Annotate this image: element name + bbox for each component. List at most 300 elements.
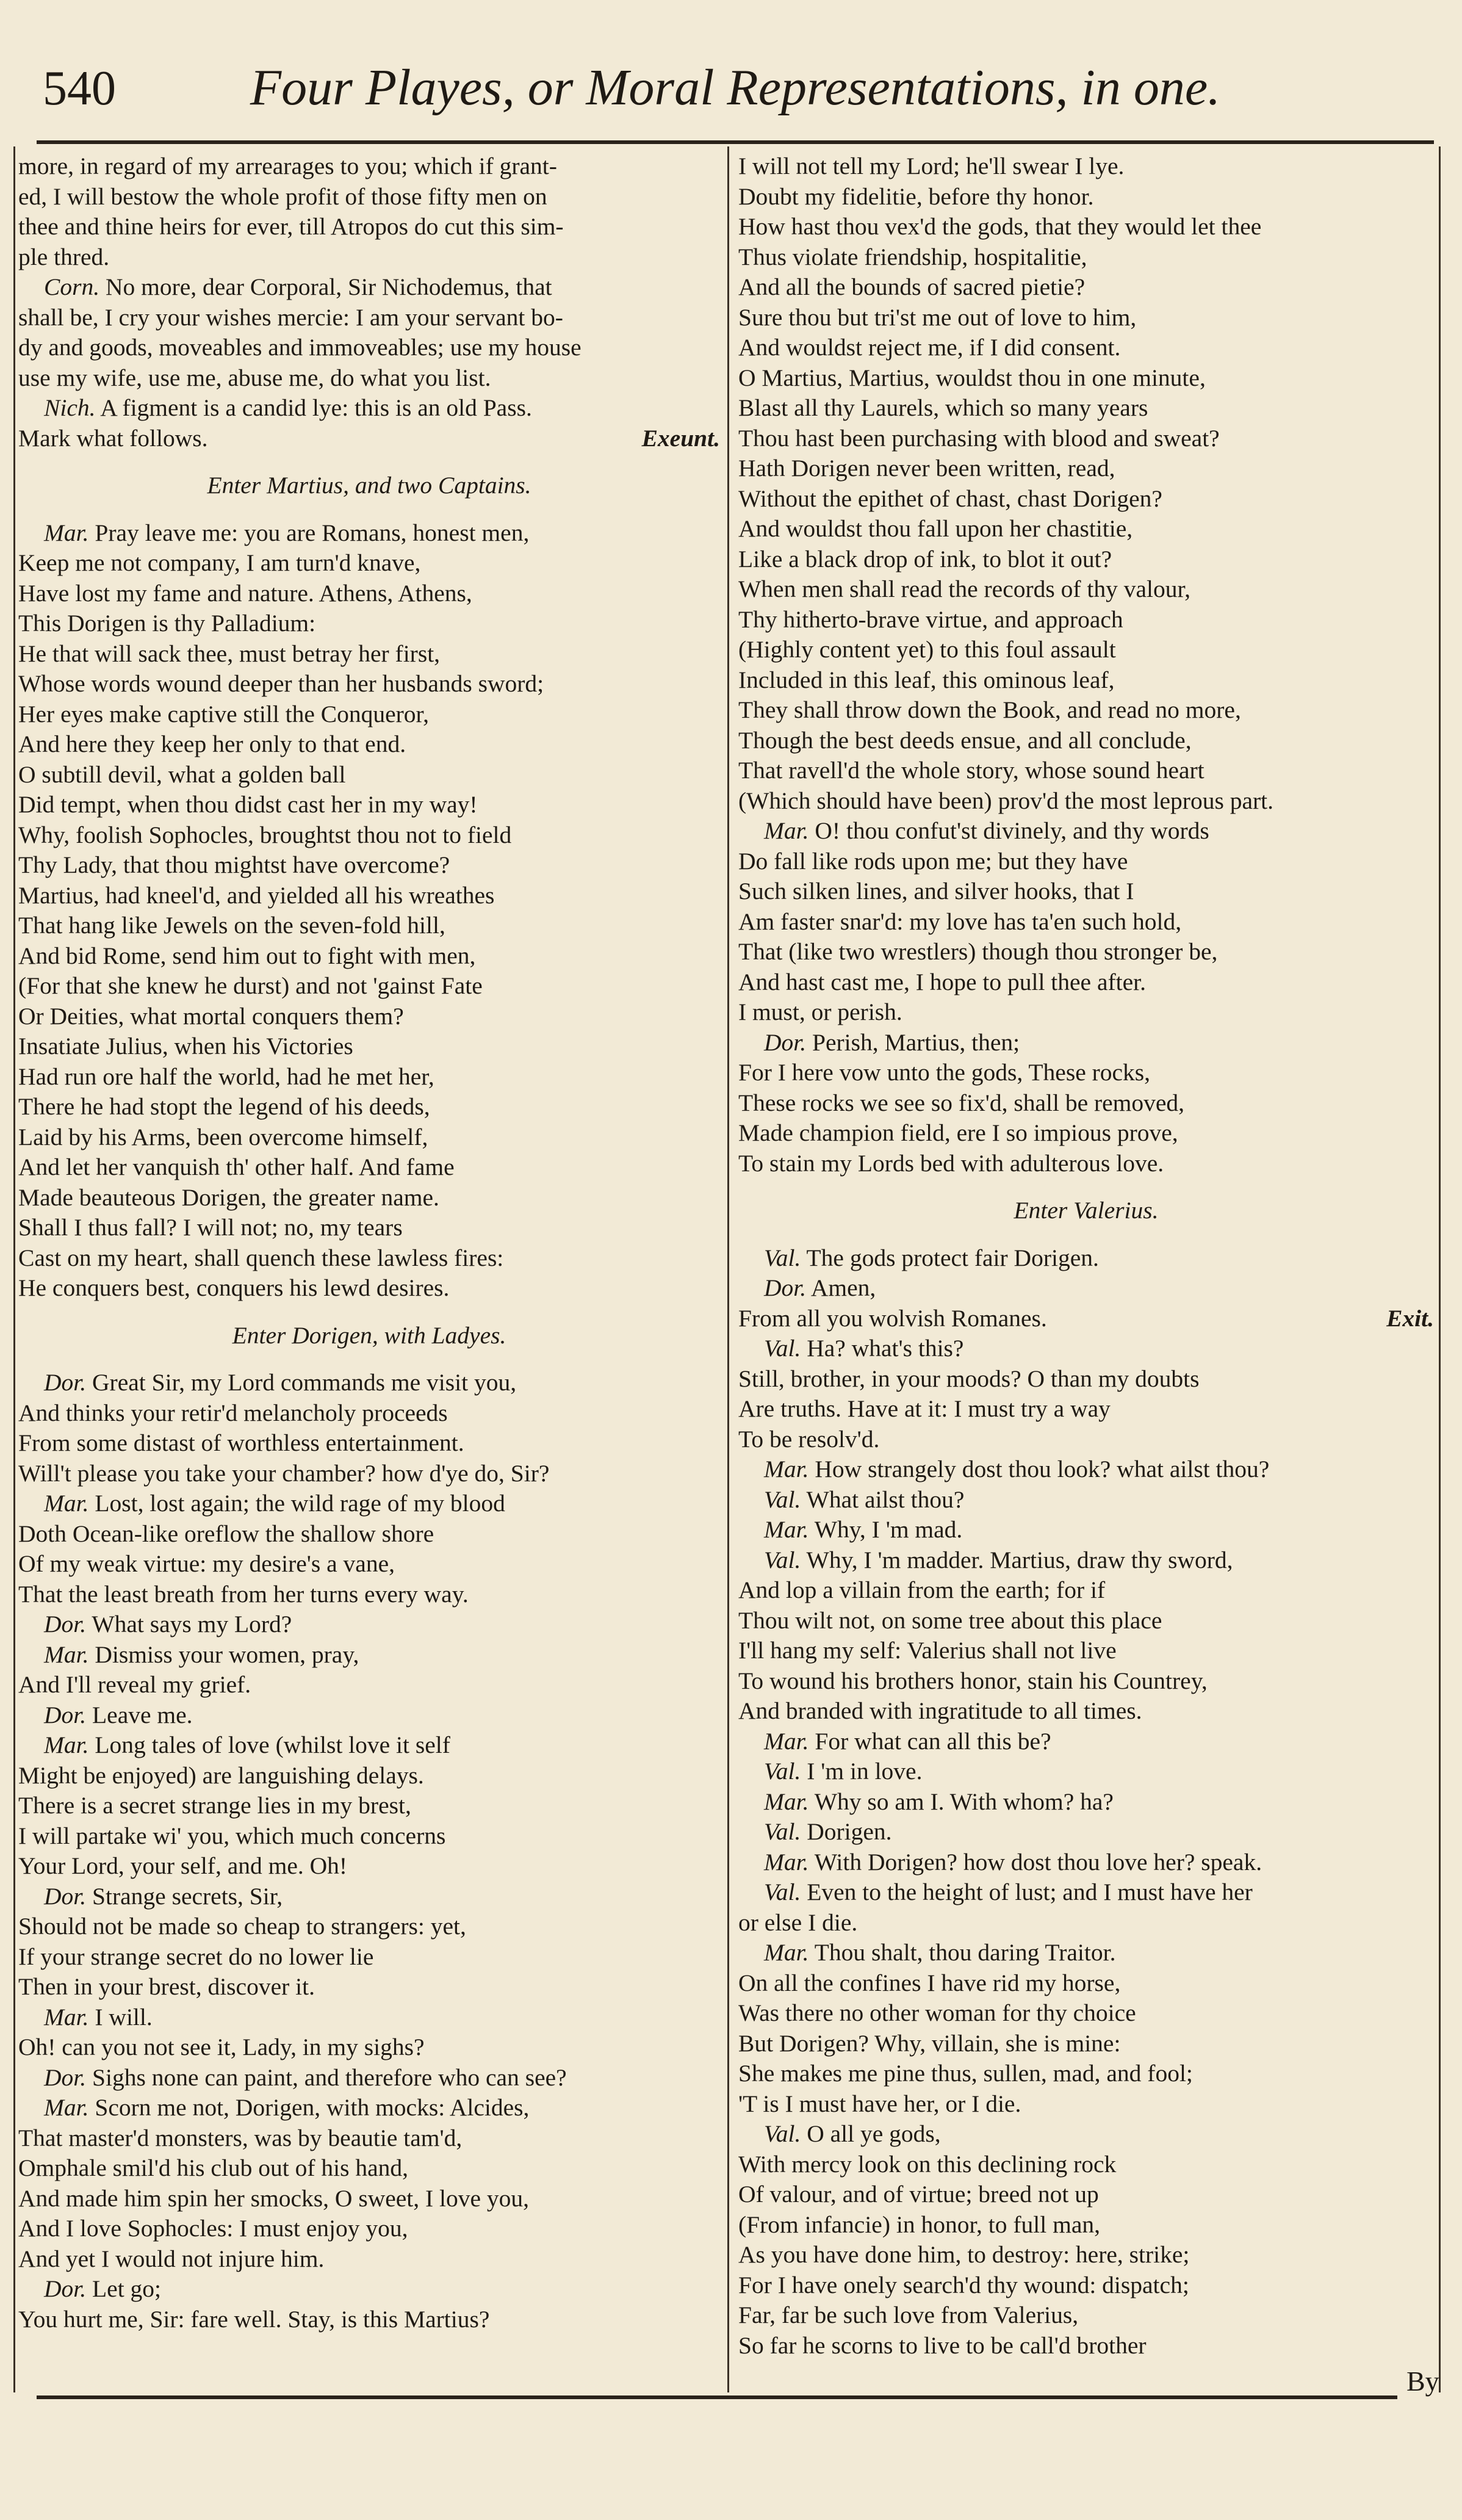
text-line: [18, 242, 720, 273]
text-line: [738, 1606, 1434, 1636]
speaker-tag: Val.: [764, 1818, 801, 1845]
line-text: Mark what follows.: [18, 424, 208, 452]
line-text: But Dorigen? Why, villain, she is mine:: [738, 2029, 1121, 2057]
text-line: [18, 1213, 720, 1243]
line-text: With Dorigen? how dost thou love her? speak.: [814, 1848, 1262, 1876]
speaker-tag: Mar.: [44, 2003, 89, 2031]
text-line: [18, 1459, 720, 1489]
text-line: [18, 579, 720, 609]
text-line: [738, 1666, 1434, 1697]
text-line: [738, 1696, 1434, 1727]
line-text: And wouldst thou fall upon her chastitie,: [738, 515, 1133, 542]
exit-direction: Exit.: [1386, 1304, 1434, 1332]
line-text: Strange secrets, Sir,: [92, 1882, 283, 1910]
line-text: Was there no other woman for thy choice: [738, 1999, 1136, 2026]
line-text: Long tales of love (whilst love it self: [95, 1731, 450, 1758]
line-text: For I have onely search'd thy wound: dispatch;: [738, 2271, 1189, 2298]
line-text: How hast thou vex'd the gods, that they would let thee: [738, 213, 1262, 240]
text-line: [738, 876, 1434, 907]
line-text: And let her vanquish th' other half. And fame: [18, 1153, 455, 1180]
line-text: The gods protect fair Dorigen.: [806, 1244, 1099, 1271]
text-line: [18, 2123, 720, 2154]
line-text: (Which should have been) prov'd the most leprous part.: [738, 787, 1273, 814]
line-text: If your strange secret do no lower lie: [18, 1943, 374, 1970]
line-text: And bid Rome, send him out to fight with men,: [18, 942, 476, 969]
line-text: ed, I will bestow the whole profit of those fifty men on: [18, 182, 547, 210]
speaker-tag: Mar.: [764, 1788, 809, 1815]
header-rule: [37, 140, 1434, 144]
line-text: This Dorigen is thy Palladium:: [18, 610, 316, 637]
text-line: [18, 1640, 720, 1670]
text-line: [738, 2270, 1434, 2301]
text-line: [738, 2089, 1434, 2120]
line-text: shall be, I cry your wishes mercie: I am your servant bo-: [18, 303, 563, 331]
text-line: [738, 756, 1434, 786]
line-text: That the least breath from her turns every way.: [18, 1580, 469, 1608]
line-text: What ailst thou?: [806, 1486, 965, 1513]
text-line: [18, 971, 720, 1002]
speaker-tag: Mar.: [44, 1731, 89, 1758]
line-text: And I'll reveal my grief.: [18, 1671, 251, 1698]
speaker-tag: Dor.: [764, 1028, 807, 1056]
text-line: [18, 1062, 720, 1092]
line-text: As you have done him, to destroy: here, strike;: [738, 2241, 1190, 2268]
line-text: Without the epithet of chast, chast Dorigen?: [738, 485, 1162, 512]
text-line: [738, 2059, 1434, 2089]
text-line: [738, 303, 1434, 333]
text-line: [738, 242, 1434, 273]
text-line: [738, 2150, 1434, 2180]
line-text: Oh! can you not see it, Lady, in my sighs?: [18, 2034, 425, 2060]
line-text: dy and goods, moveables and immoveables; use my house: [18, 334, 582, 361]
text-line: [738, 363, 1434, 394]
line-text: Of valour, and of virtue; breed not up: [738, 2181, 1099, 2208]
line-text: Thy hitherto-brave virtue, and approach: [738, 605, 1123, 633]
line-text: Had run ore half the world, had he met her,: [18, 1063, 434, 1090]
speaker-tag: Dor.: [44, 2063, 87, 2091]
line-text: (For that she knew he durst) and not 'gainst Fate: [18, 972, 483, 999]
stage-direction: [18, 471, 720, 501]
text-line: [18, 518, 720, 549]
text-line: [738, 574, 1434, 605]
stage-direction: [18, 1321, 720, 1351]
speaker-tag: Mar.: [764, 1848, 809, 1876]
line-text: From some distast of worthless entertainment.: [18, 1429, 464, 1456]
line-text: Sure thou but tri'st me out of love to him,: [738, 303, 1137, 331]
line-text: For what can all this be?: [815, 1727, 1051, 1755]
line-text: Amen,: [810, 1274, 876, 1301]
line-text: Hath Dorigen never been written, read,: [738, 455, 1115, 482]
text-line: [738, 816, 1434, 847]
line-text: Might be enjoyed) are languishing delays.: [18, 1761, 424, 1789]
text-line: [738, 1394, 1434, 1424]
text-line: [18, 1398, 720, 1429]
text-line: [18, 1152, 720, 1183]
text-line: [738, 1149, 1434, 1179]
text-line: [18, 1791, 720, 1821]
line-text: O! thou confut'st divinely, and thy words: [815, 817, 1209, 844]
line-text: Included in this leaf, this ominous leaf,: [738, 666, 1115, 693]
text-line: [18, 2063, 720, 2093]
line-text: Why, I 'm madder. Martius, draw thy sword,: [806, 1546, 1233, 1573]
line-text: Shall I thus fall? I will not; no, my tears: [18, 1214, 403, 1241]
line-text: (Highly content yet) to this foul assault: [738, 636, 1116, 663]
text-line: [738, 665, 1434, 696]
text-line: [18, 393, 720, 424]
speaker-tag: Val.: [764, 1335, 801, 1362]
text-line: [18, 424, 720, 454]
line-text: And thinks your retir'd melancholy proceeds: [18, 1399, 448, 1426]
text-line: [18, 1609, 720, 1640]
line-text: Am faster snar'd: my love has ta'en such hold,: [738, 908, 1182, 935]
text-line: [738, 1727, 1434, 1757]
text-line: [738, 1998, 1434, 2029]
text-line: [738, 2119, 1434, 2150]
line-text: Sighs none can paint, and therefore who can see?: [92, 2063, 567, 2091]
text-line: [738, 182, 1434, 212]
text-line: [738, 1088, 1434, 1119]
text-line: [738, 2331, 1434, 2361]
line-text: Why, I 'm mad.: [814, 1516, 963, 1543]
line-text: Made beauteous Dorigen, the greater name.: [18, 1183, 439, 1211]
text-line: [18, 548, 720, 579]
text-line: [738, 1938, 1434, 1968]
right-border-rule: [1439, 146, 1441, 2392]
speaker-tag: Val.: [764, 2120, 801, 2147]
line-text: They shall throw down the Book, and read no more,: [738, 696, 1241, 723]
text-line: [18, 2244, 720, 2275]
text-line: [18, 1243, 720, 1274]
text-line: [18, 639, 720, 670]
text-line: [18, 1700, 720, 1731]
text-line: [18, 2002, 720, 2033]
text-line: [18, 303, 720, 333]
text-line: [18, 2214, 720, 2244]
line-text: So far he scorns to live to be call'd brother: [738, 2331, 1147, 2359]
line-text: Did tempt, when thou didst cast her in my way!: [18, 791, 478, 818]
line-text: For I here vow unto the gods, These rocks,: [738, 1059, 1151, 1086]
speaker-tag: Mar.: [764, 817, 809, 844]
line-text: That master'd monsters, was by beautie tam'd,: [18, 2124, 463, 2151]
text-line: [18, 881, 720, 911]
text-line: [18, 1002, 720, 1032]
line-text: What says my Lord?: [92, 1611, 292, 1637]
line-text: Laid by his Arms, been overcome himself,: [18, 1123, 428, 1150]
text-line: [18, 608, 720, 639]
line-text: Or Deities, what mortal conquers them?: [18, 1002, 404, 1030]
line-text: When men shall read the records of thy valour,: [738, 576, 1190, 602]
speaker-tag: Mar.: [764, 1727, 809, 1755]
left-border-rule: [13, 146, 15, 2392]
speaker-tag: Dor.: [44, 1611, 87, 1637]
speaker-tag: Val.: [764, 1758, 801, 1785]
line-text: Let go;: [92, 2275, 162, 2302]
line-text: And all the bounds of sacred pietie?: [738, 273, 1086, 300]
text-line: [18, 1183, 720, 1213]
text-line: [18, 1580, 720, 1610]
text-line: [18, 1489, 720, 1519]
line-text: O all ye gods,: [807, 2120, 941, 2147]
text-line: [738, 1304, 1434, 1334]
text-line: [738, 1636, 1434, 1666]
text-line: [738, 1847, 1434, 1878]
text-line: [738, 1273, 1434, 1304]
line-text: To wound his brothers honor, stain his Countrey,: [738, 1667, 1208, 1694]
text-line: [738, 2179, 1434, 2210]
text-line: [738, 2210, 1434, 2240]
line-text: He that will sack thee, must betray her first,: [18, 640, 441, 667]
line-text: And branded with ingratitude to all times.: [738, 1697, 1142, 1724]
line-text: On all the confines I have rid my horse,: [738, 1969, 1121, 1996]
text-line: [738, 544, 1434, 575]
line-text: Do fall like rods upon me; but they have: [738, 847, 1128, 875]
speaker-tag: Mar.: [44, 1641, 89, 1668]
speaker-tag: Mar.: [764, 1456, 809, 1482]
line-text: And here they keep her only to that end.: [18, 731, 406, 757]
text-line: [738, 1575, 1434, 1606]
speaker-tag: Mar.: [44, 1490, 89, 1517]
line-text: Omphale smil'd his club out of his hand,: [18, 2154, 409, 2181]
line-text: Enter Valerius.: [1014, 1197, 1159, 1224]
line-text: thee and thine heirs for ever, till Atropos do cut this sim-: [18, 213, 564, 240]
text-line: [18, 2305, 720, 2335]
right-text-column: [738, 151, 1434, 2361]
text-line: [738, 997, 1434, 1028]
text-line: [738, 1058, 1434, 1088]
line-text: Your Lord, your self, and me. Oh!: [18, 1852, 348, 1879]
speaker-tag: Dor.: [764, 1274, 807, 1301]
text-line: [18, 850, 720, 881]
line-text: Pray leave me: you are Romans, honest men,: [95, 519, 530, 546]
text-line: [18, 699, 720, 730]
line-text: or else I die.: [738, 1908, 858, 1936]
page-header: [37, 49, 1434, 140]
text-line: [738, 2300, 1434, 2331]
speaker-tag: Mar.: [44, 519, 89, 546]
line-text: Then in your brest, discover it.: [18, 1973, 315, 2000]
text-line: [18, 790, 720, 820]
text-line: [738, 1485, 1434, 1515]
line-text: Insatiate Julius, when his Victories: [18, 1033, 353, 1060]
text-line: [738, 424, 1434, 454]
text-line: [18, 1273, 720, 1304]
text-line: [18, 1670, 720, 1700]
speaker-tag: Dor.: [44, 1882, 87, 1910]
text-line: [738, 2240, 1434, 2270]
text-line: [18, 333, 720, 363]
line-text: A figment is a candid lye: this is an old Pass.: [100, 394, 532, 421]
text-line: [738, 272, 1434, 303]
line-text: I will partake wi' you, which much concerns: [18, 1822, 446, 1849]
line-text: Thou hast been purchasing with blood and sweat?: [738, 424, 1220, 452]
line-text: These rocks we see so fix'd, shall be removed,: [738, 1089, 1185, 1116]
line-text: Such silken lines, and silver hooks, that I: [738, 878, 1134, 904]
line-text: Are truths. Have at it: I must try a way: [738, 1395, 1111, 1422]
line-text: Keep me not company, I am turn'd knave,: [18, 549, 421, 576]
text-line: [18, 669, 720, 699]
text-line: [738, 695, 1434, 726]
text-line: [738, 393, 1434, 424]
speaker-tag: Dor.: [44, 2275, 87, 2302]
text-line: [738, 151, 1434, 182]
text-line: [738, 786, 1434, 817]
line-text: Blast all thy Laurels, which so many years: [738, 394, 1148, 421]
left-text-column: [18, 151, 720, 2334]
line-text: Perish, Martius, then;: [812, 1028, 1020, 1056]
line-text: And lop a villain from the earth; for if: [738, 1576, 1106, 1603]
line-text: ple thred.: [18, 243, 110, 270]
text-line: [738, 514, 1434, 544]
column-divider-rule: [727, 146, 729, 2392]
text-line: [738, 1424, 1434, 1455]
text-line: [738, 484, 1434, 514]
line-text: Doubt my fidelitie, before thy honor.: [738, 182, 1094, 210]
text-line: [738, 605, 1434, 635]
speaker-tag: Mar.: [44, 2094, 89, 2121]
speaker-tag: Corn.: [44, 273, 100, 300]
text-line: [18, 1821, 720, 1852]
line-text: Whose words wound deeper than her husbands sword;: [18, 670, 544, 697]
line-text: Why so am I. With whom? ha?: [814, 1788, 1114, 1815]
line-text: Lost, lost again; the wild rage of my blood: [95, 1490, 505, 1517]
text-line: [18, 212, 720, 242]
text-line: [738, 1118, 1434, 1149]
speaker-tag: Val.: [764, 1244, 801, 1271]
line-text: Of my weak virtue: my desire's a vane,: [18, 1550, 395, 1577]
speaker-tag: Mar.: [764, 1939, 809, 1966]
line-text: No more, dear Corporal, Sir Nichodemus, that: [105, 273, 552, 300]
speaker-tag: Nich.: [44, 394, 96, 421]
text-line: [738, 2029, 1434, 2059]
line-text: Ha? what's this?: [807, 1335, 964, 1362]
line-text: To be resolv'd.: [738, 1425, 880, 1453]
text-line: [738, 847, 1434, 877]
text-line: [18, 1972, 720, 2002]
text-line: [18, 182, 720, 212]
line-text: And hast cast me, I hope to pull thee after.: [738, 968, 1147, 995]
text-line: [18, 1428, 720, 1459]
text-line: [18, 760, 720, 790]
speaker-tag: Val.: [764, 1879, 801, 1905]
line-text: Doth Ocean-like oreflow the shallow shore: [18, 1520, 434, 1547]
text-line: [18, 941, 720, 972]
line-text: Even to the height of lust; and I must have her: [807, 1879, 1253, 1905]
text-line: [18, 2153, 720, 2184]
text-line: [18, 1882, 720, 1912]
line-text: Made champion field, ere I so impious prove,: [738, 1119, 1178, 1146]
text-line: [18, 1761, 720, 1791]
text-line: [738, 212, 1434, 242]
text-line: [738, 937, 1434, 967]
line-text: Leave me.: [92, 1701, 193, 1728]
line-text: She makes me pine thus, sullen, mad, and fool;: [738, 2060, 1193, 2087]
text-line: [18, 1519, 720, 1550]
text-line: [738, 726, 1434, 756]
line-text: Thou shalt, thou daring Traitor.: [814, 1939, 1116, 1966]
text-line: [18, 820, 720, 851]
line-text: And made him spin her smocks, O sweet, I love you,: [18, 2184, 530, 2212]
line-text: Cast on my heart, shall quench these lawless fires:: [18, 1244, 504, 1271]
text-line: [18, 2184, 720, 2214]
line-text: O subtill devil, what a golden ball: [18, 760, 346, 788]
line-text: more, in regard of my arrearages to you; which if grant-: [18, 153, 557, 179]
line-text: Martius, had kneel'd, and yielded all his wreathes: [18, 881, 495, 909]
text-line: [18, 1851, 720, 1882]
text-line: [738, 635, 1434, 665]
text-line: [18, 1122, 720, 1153]
text-line: [738, 1968, 1434, 1999]
text-line: [738, 1243, 1434, 1274]
text-line: [18, 1031, 720, 1062]
line-text: And I love Sophocles: I must enjoy you,: [18, 2215, 408, 2242]
line-text: And yet I would not injure him.: [18, 2245, 325, 2272]
line-text: Thus violate friendship, hospitalitie,: [738, 243, 1087, 270]
text-line: [738, 1334, 1434, 1364]
catchword: By: [1406, 2366, 1439, 2397]
speaker-tag: Mar.: [764, 1516, 809, 1543]
text-line: [738, 967, 1434, 998]
line-text: How strangely dost thou look? what ailst thou?: [815, 1456, 1270, 1482]
text-line: [18, 272, 720, 303]
line-text: I will.: [95, 2003, 153, 2031]
line-text: Enter Martius, and two Captains.: [207, 472, 531, 499]
running-title: Four Playes, or Moral Representations, in one.: [250, 59, 1221, 116]
line-text: Thy Lady, that thou mightst have overcome?: [18, 851, 450, 878]
line-text: With mercy look on this declining rock: [738, 2150, 1117, 2178]
line-text: Thou wilt not, on some tree about this place: [738, 1606, 1162, 1634]
speaker-tag: Dor.: [44, 1369, 87, 1396]
text-line: [738, 907, 1434, 937]
line-text: use my wife, use me, abuse me, do what you list.: [18, 364, 491, 391]
text-line: [738, 1454, 1434, 1485]
line-text: From all you wolvish Romanes.: [738, 1304, 1047, 1332]
text-line: [18, 2093, 720, 2123]
line-text: Though the best deeds ensue, and all conclude,: [738, 726, 1192, 754]
line-text: That hang like Jewels on the seven-fold hill,: [18, 912, 445, 939]
text-line: [18, 151, 720, 182]
line-text: Scorn me not, Dorigen, with mocks: Alcides,: [95, 2094, 530, 2121]
line-text: Have lost my fame and nature. Athens, Athens,: [18, 579, 472, 607]
text-line: [18, 1549, 720, 1580]
text-line: [738, 1908, 1434, 1938]
text-line: [18, 911, 720, 941]
text-line: [18, 1368, 720, 1398]
line-text: And wouldst reject me, if I did consent.: [738, 334, 1121, 361]
text-line: [18, 729, 720, 760]
text-line: [738, 1545, 1434, 1576]
line-text: Why, foolish Sophocles, broughtst thou not to field: [18, 821, 512, 848]
line-text: O Martius, Martius, wouldst thou in one minute,: [738, 364, 1206, 391]
line-text: I will not tell my Lord; he'll swear I lye.: [738, 153, 1125, 179]
line-text: There he had stopt the legend of his deeds,: [18, 1093, 430, 1120]
text-line: [738, 1364, 1434, 1395]
page-number: 540: [43, 62, 116, 115]
text-line: [18, 1942, 720, 1973]
text-line: [738, 453, 1434, 484]
line-text: Her eyes make captive still the Conqueror,: [18, 700, 429, 727]
text-line: [18, 1912, 720, 1942]
line-text: Should not be made so cheap to strangers: yet,: [18, 1913, 466, 1940]
line-text: That ravell'd the whole story, whose sound heart: [738, 757, 1205, 784]
line-text: Like a black drop of ink, to blot it out?: [738, 545, 1112, 572]
line-text: Dorigen.: [807, 1818, 892, 1845]
line-text: 'T is I must have her, or I die.: [738, 2090, 1021, 2117]
speaker-tag: Val.: [764, 1546, 801, 1573]
line-text: He conquers best, conquers his lewd desires.: [18, 1274, 450, 1301]
line-text: Far, far be such love from Valerius,: [738, 2302, 1079, 2328]
stage-direction: [738, 1196, 1434, 1226]
line-text: I 'm in love.: [807, 1758, 923, 1785]
